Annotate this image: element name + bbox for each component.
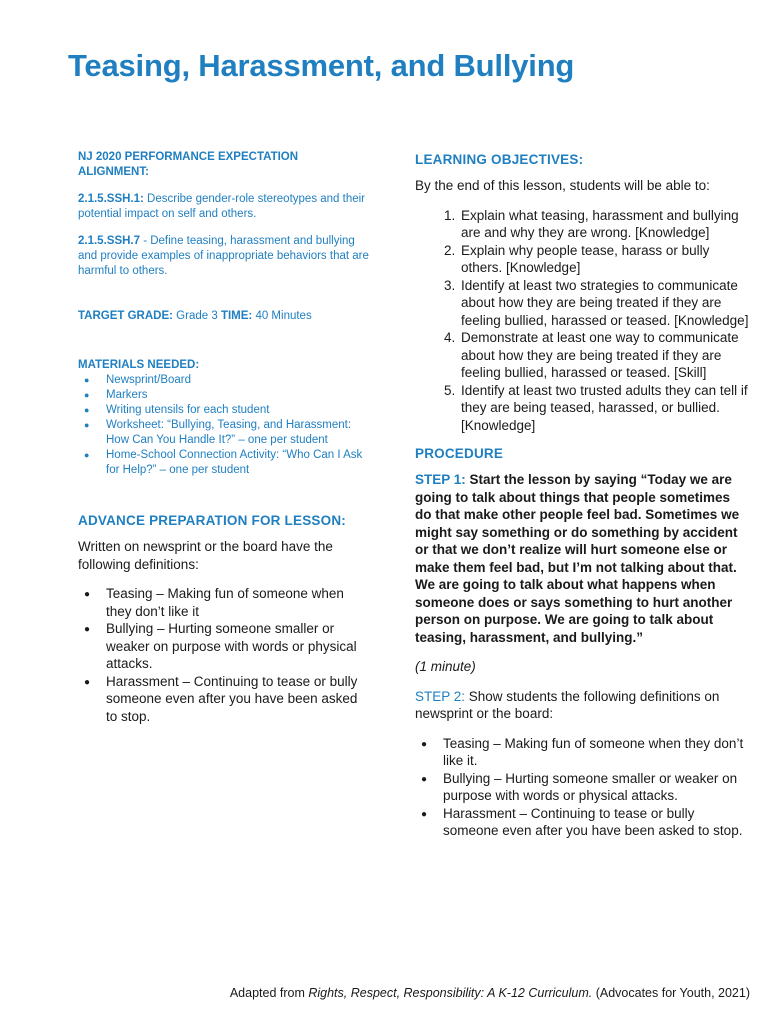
footer-source: Rights, Respect, Responsibility: A K-12 Curriculum. (308, 986, 593, 1000)
objectives-intro: By the end of this lesson, students will be able to: (415, 178, 710, 193)
materials-section (78, 358, 370, 478)
materials-heading: MATERIALS NEEDED: (78, 359, 200, 371)
list-item: ● Bullying – Hurting someone smaller or weaker on purpose with words or physical attacks. (443, 770, 750, 805)
step-2-list (415, 735, 750, 840)
list-item: ● Bullying – Hurting someone smaller or weaker on purpose with words or physical attacks. (106, 620, 370, 673)
right-column (415, 152, 750, 840)
list-item: 2. Explain why people tease, harass or bully others. [Knowledge] (459, 242, 750, 277)
list-item: 5. Identify at least two trusted adults they can tell if they are being teased, harassed, or bullied. [Knowledge] (459, 382, 750, 435)
list-item: 4. Demonstrate at least one way to communicate about how they are being treated if they are feeling bullied, harassed or teased. [Skill] (459, 329, 750, 382)
procedure-heading: PROCEDURE (415, 446, 504, 461)
list-item: ● Harassment – Continuing to tease or bully someone even after you have been asked to stop. (443, 805, 750, 840)
objectives-heading: LEARNING OBJECTIVES: (415, 152, 584, 167)
list-item: ● Worksheet: “Bullying, Teasing, and Harassment: How Can You Handle It?” – one per student (106, 418, 370, 448)
alignment-section (78, 150, 370, 279)
standard-2-text: - Define teasing, harassment and bullying and provide examples of inappropriate behaviors that are harmful to others. (78, 235, 369, 277)
advance-prep-intro: Written on newsprint or the board have the following definitions: (78, 539, 333, 572)
time-value: 40 Minutes (252, 310, 312, 322)
advance-prep-section (78, 513, 370, 725)
standard-1-text: Describe gender-role stereotypes and their potential impact on self and others. (78, 193, 366, 220)
objectives-list (415, 207, 750, 435)
list-item: ● Markers (106, 388, 370, 403)
materials-list (78, 373, 370, 478)
step-1-time: (1 minute) (415, 659, 476, 674)
time-label: TIME: (220, 310, 253, 322)
footer-citation (230, 986, 750, 1000)
list-item: ● Teasing – Making fun of someone when they don’t like it. (443, 735, 750, 770)
list-item: 3. Identify at least two strategies to communicate about how they are being treated if they are feeling bullied, harassed or teased. [Knowledge] (459, 277, 750, 330)
alignment-heading: NJ 2020 PERFORMANCE EXPECTATION ALIGNMENT: (78, 151, 299, 178)
step-2 (415, 688, 750, 723)
step-1-label: STEP 1: (415, 472, 466, 487)
advance-prep-heading: ADVANCE PREPARATION FOR LESSON: (78, 513, 346, 528)
list-item: ● Harassment – Continuing to tease or bully someone even after you have been asked to stop. (106, 673, 370, 726)
list-item: 1. Explain what teasing, harassment and bullying are and why they are wrong. [Knowledge] (459, 207, 750, 242)
standard-2-code: 2.1.5.SSH.7 (78, 235, 141, 247)
list-item: ● Home-School Connection Activity: “Who Can I Ask for Help?” – one per student (106, 448, 370, 478)
step-1 (415, 471, 750, 646)
grade-label: TARGET GRADE: (78, 310, 173, 322)
step-1-text: Start the lesson by saying “Today we are going to talk about things that people sometimes do that make other people feel bad. Sometimes we might say something or do something by accident or that we don’t realize will hurt someone else or make them feel bad, but I’m not talking about that. We are going to talk about what happens when someone does or says something to hurt another person on purpose. We are going to talk about teasing, harassment, and bullying.” (415, 472, 740, 645)
standard-1 (78, 192, 370, 222)
advance-prep-list (78, 585, 370, 725)
target-grade-time (78, 309, 370, 324)
footer-prefix: Adapted from (229, 986, 309, 1000)
step-2-label: STEP 2: (415, 688, 466, 704)
list-item: ● Teasing – Making fun of someone when they don’t like it (106, 585, 370, 620)
list-item: ● Writing utensils for each student (106, 403, 370, 418)
list-item: ● Newsprint/Board (106, 373, 370, 388)
step-2-text: Show students the following definitions on newsprint or the board: (415, 688, 720, 721)
standard-2 (78, 234, 370, 279)
page-title: Teasing, Harassment, and Bullying (68, 48, 575, 83)
standard-1-code: 2.1.5.SSH.1: (78, 193, 144, 205)
grade-value: Grade 3 (172, 310, 221, 322)
left-column (78, 150, 370, 725)
footer-suffix: (Advocates for Youth, 2021) (592, 986, 750, 1000)
